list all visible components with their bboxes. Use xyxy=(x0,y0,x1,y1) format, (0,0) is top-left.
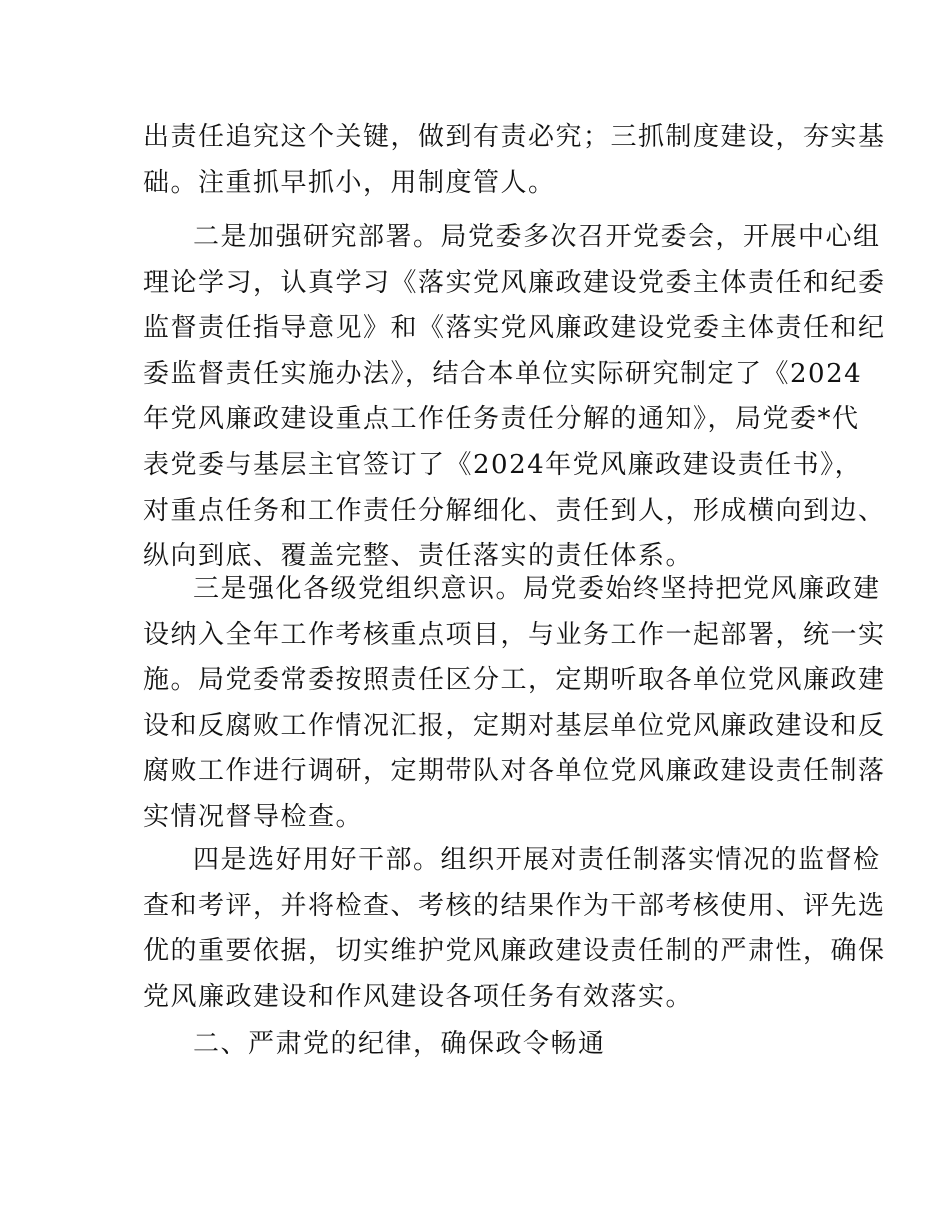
paragraph-research-deployment xyxy=(143,215,886,580)
text-line: 四是选好用好干部。组织开展对责任制落实情况的监督检 xyxy=(193,845,881,875)
paragraph-select-cadres xyxy=(143,838,886,1020)
text-line: 二是加强研究部署。局党委多次召开党委会，开展中心组 xyxy=(193,222,881,252)
text-line: 对重点任务和工作责任分解细化、责任到人，形成横向到边、 xyxy=(143,495,886,526)
text-line: 委监督责任实施办法》，结合本单位实际研究制定了《2024 xyxy=(143,358,863,389)
text-line: 设纳入全年工作考核重点项目，与业务工作一起部署，统一实 xyxy=(143,619,886,650)
text-line: 设和反腐败工作情况汇报，定期对基层单位党风廉政建设和反 xyxy=(143,710,886,741)
paragraph-continued xyxy=(143,115,886,206)
text-line: 纵向到底、覆盖完整、责任落实的责任体系。 xyxy=(143,541,694,572)
text-line: 理论学习，认真学习《落实党风廉政建设党委主体责任和纪委 xyxy=(143,267,886,298)
text-line: 出责任追究这个关键，做到有责必究；三抓制度建设，夯实基 xyxy=(143,122,886,152)
text-line: 监督责任指导意见》和《落实党风廉政建设党委主体责任和纪 xyxy=(143,313,886,344)
text-line: 查和考评，并将检查、考核的结果作为干部考核使用、评先选 xyxy=(143,890,886,921)
paragraph-party-awareness xyxy=(143,567,886,841)
heading-text: 二、严肃党的纪律，确保政令畅通 xyxy=(193,1029,606,1059)
text-line: 础。注重抓早抓小，用制度管人。 xyxy=(143,167,556,198)
section-heading xyxy=(143,1022,815,1068)
text-line: 施。局党委常委按照责任区分工，定期听取各单位党风廉政建 xyxy=(143,665,886,696)
text-line: 腐败工作进行调研，定期带队对各单位党风廉政建设责任制落 xyxy=(143,756,886,787)
text-line: 实情况督导检查。 xyxy=(143,801,364,832)
text-line: 党风廉政建设和作风建设各项任务有效落实。 xyxy=(143,981,694,1012)
text-line: 年党风廉政建设重点工作任务责任分解的通知》，局党委*代 xyxy=(143,404,860,435)
text-line: 表党委与基层主官签订了《2024年党风廉政建设责任书》， xyxy=(143,449,863,480)
text-line: 优的重要依据，切实维护党风廉政建设责任制的严肃性，确保 xyxy=(143,936,886,967)
text-line: 三是强化各级党组织意识。局党委始终坚持把党风廉政建 xyxy=(193,574,881,604)
